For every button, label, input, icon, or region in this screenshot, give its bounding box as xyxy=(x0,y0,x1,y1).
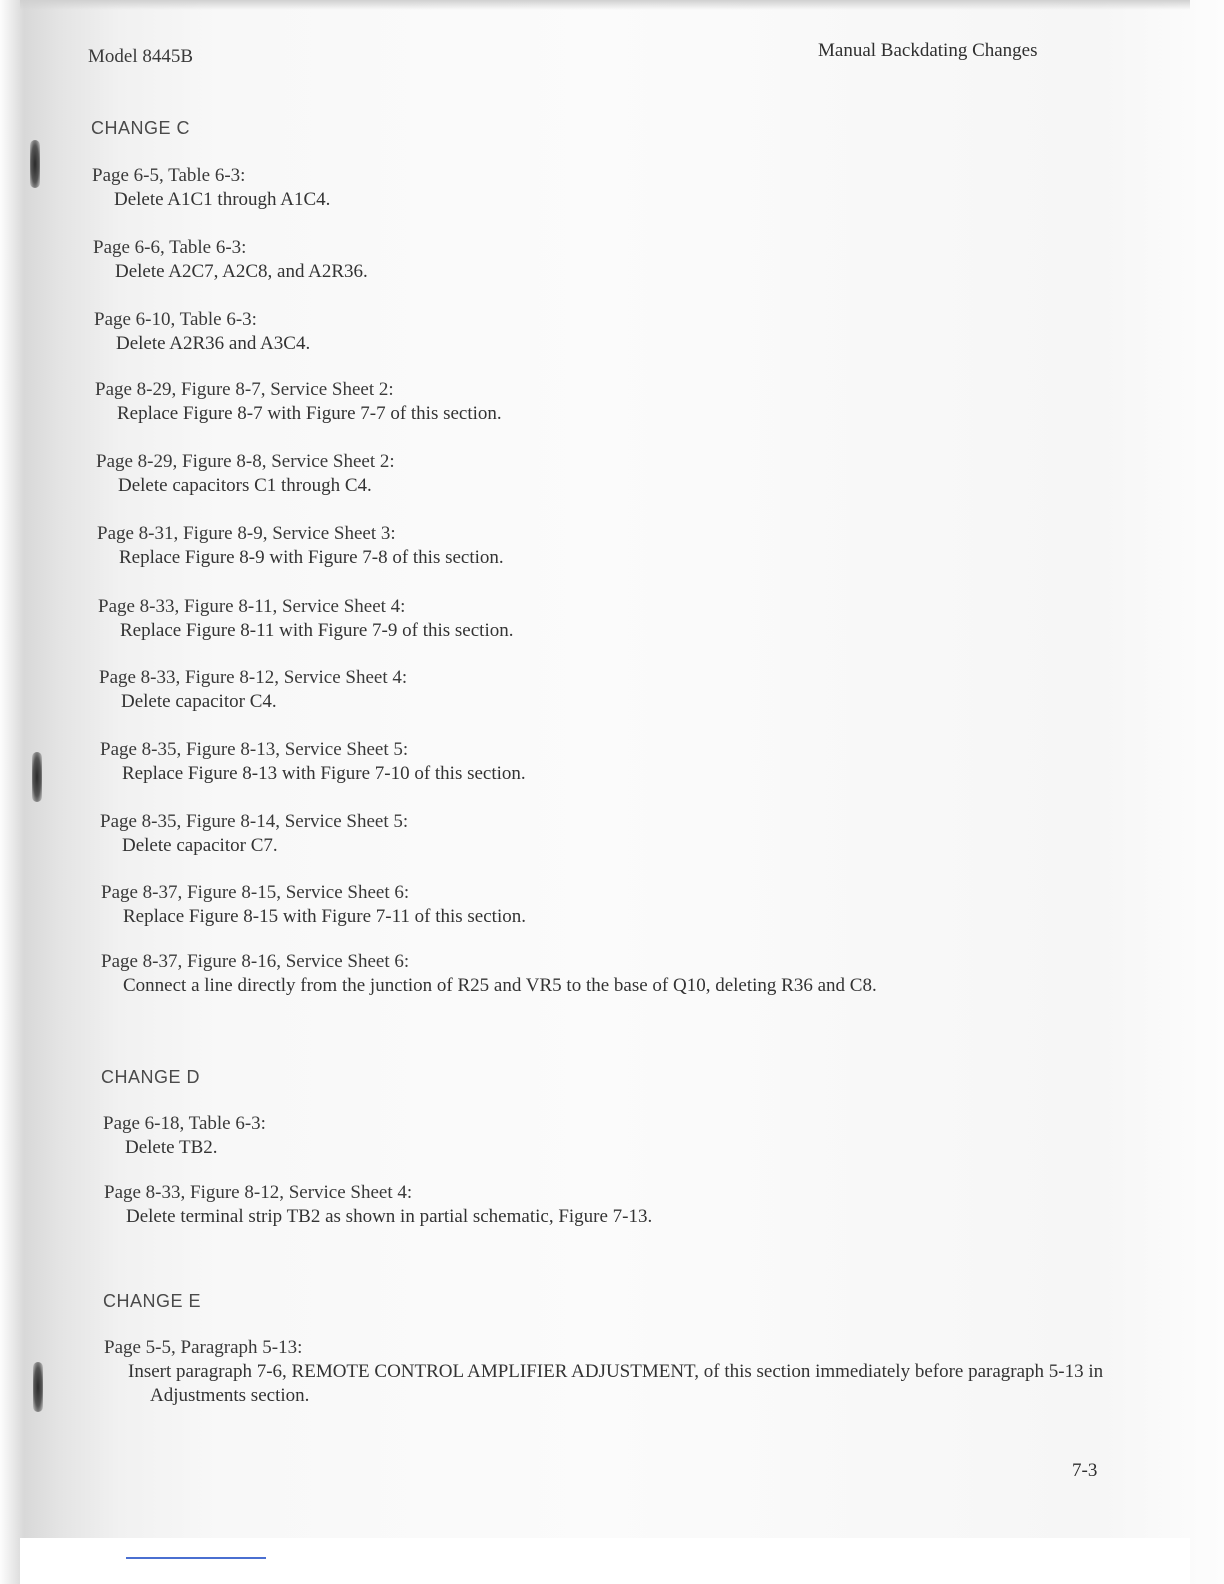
entry-action: Delete capacitor C4. xyxy=(121,691,277,712)
entry-action: Insert paragraph 7-6, REMOTE CONTROL AMPLIFIER ADJUSTMENT, of this section immediately before paragraph 5-13 in Adjustments section. xyxy=(128,1361,1104,1406)
entry-reference: Page 6-5, Table 6-3: xyxy=(92,165,246,186)
entry-reference: Page 8-29, Figure 8-8, Service Sheet 2: xyxy=(96,451,395,472)
entry-action: Delete terminal strip TB2 as shown in partial schematic, Figure 7-13. xyxy=(126,1206,653,1227)
model-number: Model 8445B xyxy=(88,46,194,67)
entry-reference: Page 8-37, Figure 8-16, Service Sheet 6: xyxy=(101,951,410,972)
entry-action: Delete TB2. xyxy=(125,1137,218,1158)
change-entry xyxy=(101,881,526,929)
entry-reference: Page 8-35, Figure 8-14, Service Sheet 5: xyxy=(100,811,409,832)
entry-action: Replace Figure 8-11 with Figure 7-9 of this section. xyxy=(120,620,514,641)
entry-action: Delete A2C7, A2C8, and A2R36. xyxy=(115,261,368,282)
entry-reference: Page 5-5, Paragraph 5-13: xyxy=(104,1337,303,1358)
entry-action: Delete A1C1 through A1C4. xyxy=(114,189,331,210)
binder-hole-top xyxy=(30,140,40,188)
change-entry xyxy=(96,450,395,498)
change-entry xyxy=(92,164,330,212)
entry-reference: Page 8-33, Figure 8-12, Service Sheet 4: xyxy=(104,1182,413,1203)
entry-action: Replace Figure 8-13 with Figure 7-10 of this section. xyxy=(122,763,526,784)
entry-reference: Page 6-6, Table 6-3: xyxy=(93,237,247,258)
binder-hole-middle xyxy=(32,752,42,802)
change-entry xyxy=(104,1336,1128,1408)
page-header-title: Manual Backdating Changes xyxy=(818,40,1038,61)
entry-reference: Page 8-31, Figure 8-9, Service Sheet 3: xyxy=(97,523,396,544)
entry-action: Delete capacitors C1 through C4. xyxy=(118,475,372,496)
change-entry xyxy=(97,522,504,570)
entry-action: Replace Figure 8-15 with Figure 7-11 of this section. xyxy=(123,906,526,927)
entry-action: Delete capacitor C7. xyxy=(122,835,278,856)
entry-reference: Page 8-33, Figure 8-12, Service Sheet 4: xyxy=(99,667,408,688)
change-entry xyxy=(98,595,513,643)
change-entry xyxy=(104,1181,652,1229)
change-entry xyxy=(100,738,526,786)
change-entry xyxy=(100,810,408,858)
entry-reference: Page 8-35, Figure 8-13, Service Sheet 5: xyxy=(100,739,409,760)
binder-hole-bottom xyxy=(33,1362,43,1412)
entry-action: Replace Figure 8-9 with Figure 7-8 of this section. xyxy=(119,547,504,568)
change-entry xyxy=(94,308,310,356)
page-number: 7-3 xyxy=(1072,1460,1098,1481)
entry-action: Delete A2R36 and A3C4. xyxy=(116,333,311,354)
entry-action: Connect a line directly from the junction of R25 and VR5 to the base of Q10, deleting R36 and C8. xyxy=(123,975,877,996)
change-entry xyxy=(95,378,502,426)
change-heading: CHANGE D xyxy=(101,1067,201,1087)
entry-reference: Page 8-29, Figure 8-7, Service Sheet 2: xyxy=(95,379,394,400)
change-entry xyxy=(101,950,877,998)
entry-reference: Page 8-33, Figure 8-11, Service Sheet 4: xyxy=(98,596,406,617)
change-entry xyxy=(103,1112,266,1160)
entry-reference: Page 8-37, Figure 8-15, Service Sheet 6: xyxy=(101,882,410,903)
change-entry xyxy=(93,236,368,284)
scan-bottom-edge xyxy=(20,1538,1190,1584)
entry-reference: Page 6-10, Table 6-3: xyxy=(94,309,257,330)
change-heading: CHANGE C xyxy=(91,118,191,138)
change-entry xyxy=(99,666,407,714)
entry-action: Replace Figure 8-7 with Figure 7-7 of this section. xyxy=(117,403,502,424)
bottom-blue-rule xyxy=(126,1557,266,1559)
change-heading: CHANGE E xyxy=(103,1291,202,1311)
scan-top-shadow xyxy=(20,0,1190,10)
entry-reference: Page 6-18, Table 6-3: xyxy=(103,1113,266,1134)
